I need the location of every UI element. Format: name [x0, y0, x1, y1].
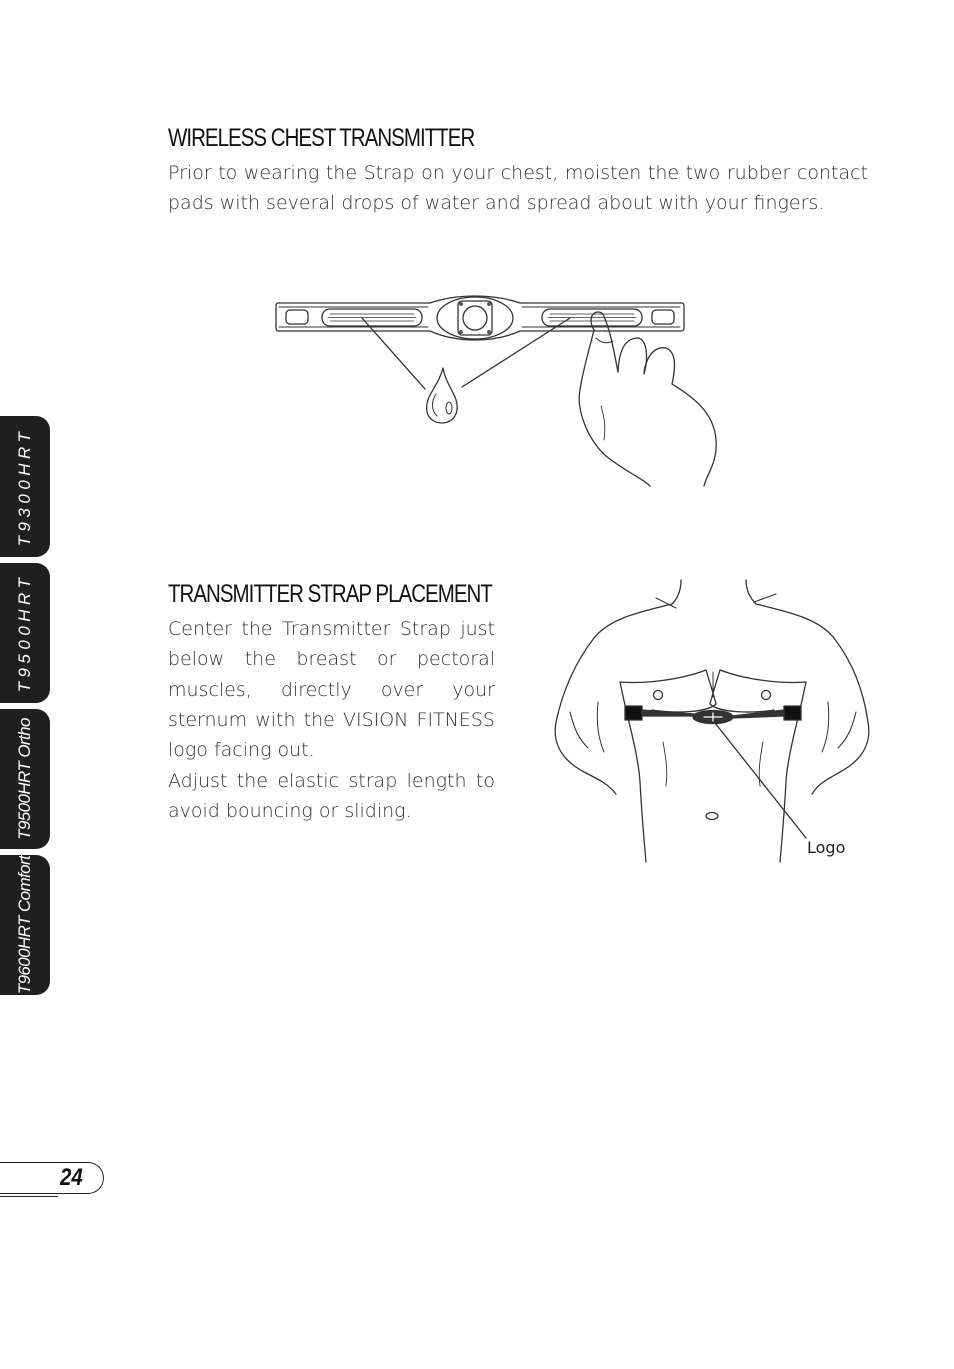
side-tab-label: T9300HRT	[15, 427, 34, 546]
torso-strap-placement-illustration	[548, 572, 878, 872]
page-number-frame	[0, 1162, 104, 1194]
section-heading-wireless-chest-transmitter: WIRELESS CHEST TRANSMITTER	[168, 124, 475, 152]
page-number: 24	[60, 1164, 83, 1191]
side-tab-t9500hrt	[0, 563, 50, 703]
side-tab-label: T9500HRT	[15, 573, 34, 693]
side-tab-t9600hrt-comfort	[0, 855, 50, 995]
transmitter-strap-illustration	[270, 290, 720, 490]
section-heading-transmitter-strap-placement: TRANSMITTER STRAP PLACEMENT	[168, 580, 492, 608]
section-body-wireless-chest-transmitter: Prior to wearing the Strap on your chest, moisten the two rubber contact pads with several drops of water and spread about with your fingers.	[168, 162, 868, 215]
side-tab-label: T9500HRT Ortho	[15, 718, 34, 840]
side-tab-label: T9600HRT Comfort	[15, 855, 34, 995]
side-tab-t9300hrt	[0, 416, 50, 557]
figure-label-logo: Logo	[807, 838, 846, 857]
section-body-strap-adjustment: Adjust the elastic strap length to avoid bouncing or sliding.	[168, 770, 495, 823]
side-tab-t9500hrt-ortho	[0, 709, 50, 849]
section-body-strap-placement: Center the Transmitter Strap just below the breast or pectoral muscles, directly over your sternum with the VISION FITNESS logo facing out.	[168, 618, 495, 762]
